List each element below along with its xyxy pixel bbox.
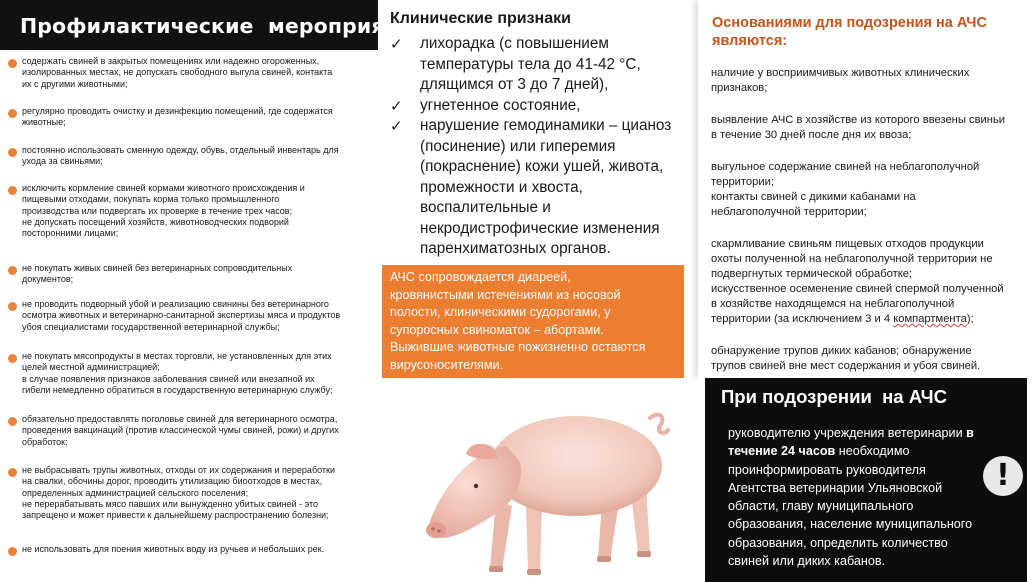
list-item: наличие у восприимчивых животных клинических признаков; xyxy=(711,67,970,94)
list-item: ✓ угнетенное состояние, xyxy=(390,96,581,115)
list-item: постоянно использовать сменную одежду, обувь, отдельный инвентарь для ухода за свиньями; xyxy=(0,145,378,168)
suspicion-panel xyxy=(698,0,1033,378)
list-item: скармливание свиньям пищевых отходов продукции охоты полученной на неблагополучной территории не подвергнутых термической обработке; искусственное осеменение свиней спермой полученной в хозяйстве находящемся на неблагополучной территории (за исключением 3 и 4 компартмента); xyxy=(711,238,1004,325)
list-item: содержать свиней в закрытых помещениях или надежно огороженных, изолированных местах, не допускать свободного выгула свиней, контакта их с другими животными; xyxy=(0,56,378,90)
clinical-list xyxy=(390,34,690,260)
bullet-icon xyxy=(8,109,17,118)
action-text: руководителю учреждения ветеринарии в течение 24 часов необходимо проинформировать руководителя Агентства ветеринарии Ульяновской области, главу муниципального образования, население муниципального образования, определить количество свиней или диких кабанов. xyxy=(728,426,974,569)
bullet-icon xyxy=(8,547,17,556)
prevention-panel xyxy=(0,0,433,582)
spellcheck-word: компартмента xyxy=(893,313,967,325)
bullet-icon xyxy=(8,59,17,68)
list-item: ✓ нарушение гемодинамики – цианоз (посинение) или гиперемия (покраснение) кожи ушей, живота, промежности и хвоста, воспалительные и некродистрофические изменения паренхиматозных органов. xyxy=(390,117,672,257)
list-item: исключить кормление свиней кормами животного происхождения и пищевыми отходами, покупать корма только промышленного производства или подвергать их проверке в течение трех часов; не допускать посещений хозяйств, животноводческих подворий посторонними лицами; xyxy=(0,183,378,239)
checkmark-icon: ✓ xyxy=(390,117,403,135)
list-item: выявление АЧС в хозяйстве из которого ввезены свиньи в течение 30 дней после дня их ввоза; xyxy=(711,114,1006,141)
list-item: не покупать живых свиней без ветеринарных сопроводительных документов; xyxy=(0,263,378,286)
list-item: не выбрасывать трупы животных, отходы от их содержания и переработки на свалки, обочины дорог, проводить утилизацию биоотходов в местах, определенных администрацией сельского поселения; не перерабатывать мясо павших или вынужденно убитых свиней - это запрещено и может привести к дальнейшему распространению болезни; xyxy=(0,465,378,521)
list-item: регулярно проводить очистку и дезинфекцию помещений, где содержатся животные; xyxy=(0,106,378,129)
prevention-list xyxy=(0,53,378,579)
clinical-note: АЧС сопровождается диареей, кровянистыми истечениями из носовой полости, клиническими судорогами, у супоросных свиноматок – абортами. Выжившие животные пожизненно остаются вирусоносителями. xyxy=(382,265,684,378)
bullet-icon xyxy=(8,148,17,157)
list-item: не проводить подворный убой и реализацию свинины без ветеринарного осмотра животных и ветеринарно-санитарной экспертизы мяса и продуктов убоя специалистами государственной ветеринарной службы; xyxy=(0,299,378,333)
divider xyxy=(698,378,705,582)
list-item: обнаружение трупов диких кабанов; обнаружение трупов свиней вне мест содержания и убоя свиней. xyxy=(711,345,981,372)
checkmark-icon: ✓ xyxy=(390,96,403,115)
bullet-icon xyxy=(8,302,17,311)
list-item: ✓ лихорадка (с повышением температуры тела до 41-42 °С, длящимся от 3 до 7 дней), xyxy=(390,35,641,93)
checkmark-icon: ✓ xyxy=(390,35,403,53)
action-title: При подозрении на АЧС xyxy=(721,386,948,407)
list-item: выгульное содержание свиней на неблагополучной территории; контакты свиней с дикими кабанами на неблагополучной территории; xyxy=(711,161,980,218)
list-item: не использовать для поения животных воду из ручьев и небольших рек. xyxy=(0,544,378,555)
bullet-icon xyxy=(8,266,17,275)
suspicion-title: Основаниями для подозрения на АЧС являются: xyxy=(712,15,987,49)
bullet-icon xyxy=(8,186,17,195)
exclamation-icon: ! xyxy=(983,456,1023,496)
pig-illustration xyxy=(398,388,698,582)
clinical-title: Клинические признаки xyxy=(390,10,571,27)
action-panel xyxy=(705,378,1027,582)
list-item: не покупать мясопродукты в местах торговли, не установленных для этих целей местной администрацией; в случае появления признаков заболевания свиней или внезапной их гибели немедленно обратиться в государственную ветеринарную службу; xyxy=(0,351,378,396)
bullet-icon xyxy=(8,354,17,363)
list-item: обязательно предоставлять поголовье свиней для ветеринарного осмотра, проведения вакцинаций (против классической чумы свиней, рожи) и других обработок; xyxy=(0,414,378,448)
bullet-icon xyxy=(8,417,17,426)
prevention-title: Профилактические мероприятия: xyxy=(0,0,378,50)
bullet-icon xyxy=(8,468,17,477)
